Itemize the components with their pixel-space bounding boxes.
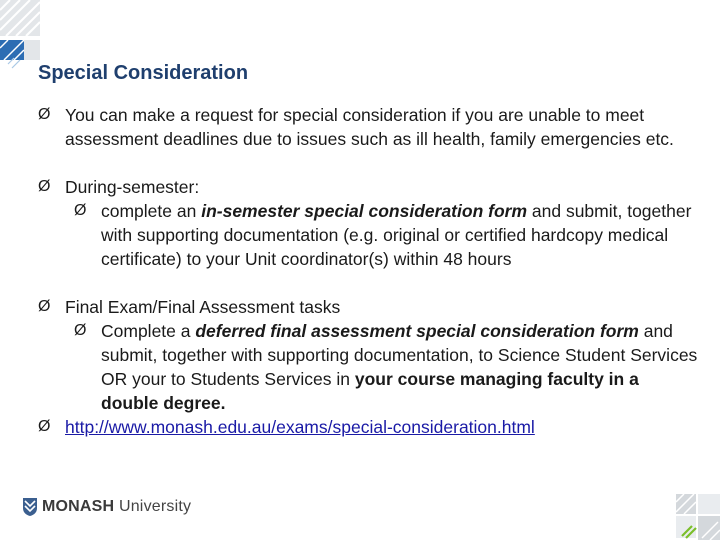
- bullet-text: During-semester:: [65, 177, 200, 197]
- sub-bullet-text-start: Complete a: [101, 321, 196, 341]
- form-name-emphasis: deferred final assessment special consideration form: [195, 321, 639, 341]
- logo-wordmark: MONASH University: [42, 498, 192, 515]
- sub-bullet-bold-text: your course managing faculty in a double degree.: [101, 369, 639, 413]
- arrow-bullet-icon: Ø: [74, 322, 87, 339]
- arrow-bullet-icon: Ø: [38, 178, 51, 195]
- bullet-item: [38, 295, 698, 319]
- sub-bullet-item: [74, 199, 698, 271]
- monash-crest-icon: [22, 497, 38, 517]
- bullet-text: You can make a request for special consideration if you are unable to meet assessment deadlines due to issues such as ill health, family emergencies etc.: [65, 105, 674, 149]
- sub-bullet-text-end: and submit, together with supporting documentation (e.g. original or certified hardcopy medical certificate) to your Unit coordinator(s) within 48 hours: [101, 201, 692, 269]
- bullet-text: Final Exam/Final Assessment tasks: [65, 297, 341, 317]
- monash-logo: [22, 497, 191, 517]
- sub-bullet-item: [74, 319, 698, 415]
- arrow-bullet-icon: Ø: [38, 106, 51, 123]
- special-consideration-link[interactable]: http://www.monash.edu.au/exams/special-consideration.html: [65, 417, 535, 437]
- sub-bullet-text-middle: and submit, together with supporting documentation, to Science Student Services OR your to Students Services in: [101, 321, 698, 389]
- page-title: Special Consideration: [38, 62, 249, 84]
- arrow-bullet-icon: Ø: [38, 298, 51, 315]
- arrow-bullet-icon: Ø: [74, 202, 87, 219]
- bullet-item: [38, 103, 698, 151]
- arrow-bullet-icon: Ø: [38, 418, 51, 435]
- sub-bullet-text-start: complete an: [101, 201, 202, 221]
- bullet-list: [38, 103, 698, 439]
- form-name-emphasis: in-semester special consideration form: [201, 201, 528, 221]
- bullet-item: [38, 415, 698, 439]
- corner-decoration-bottom-right: [672, 492, 720, 540]
- bullet-item: [38, 175, 698, 199]
